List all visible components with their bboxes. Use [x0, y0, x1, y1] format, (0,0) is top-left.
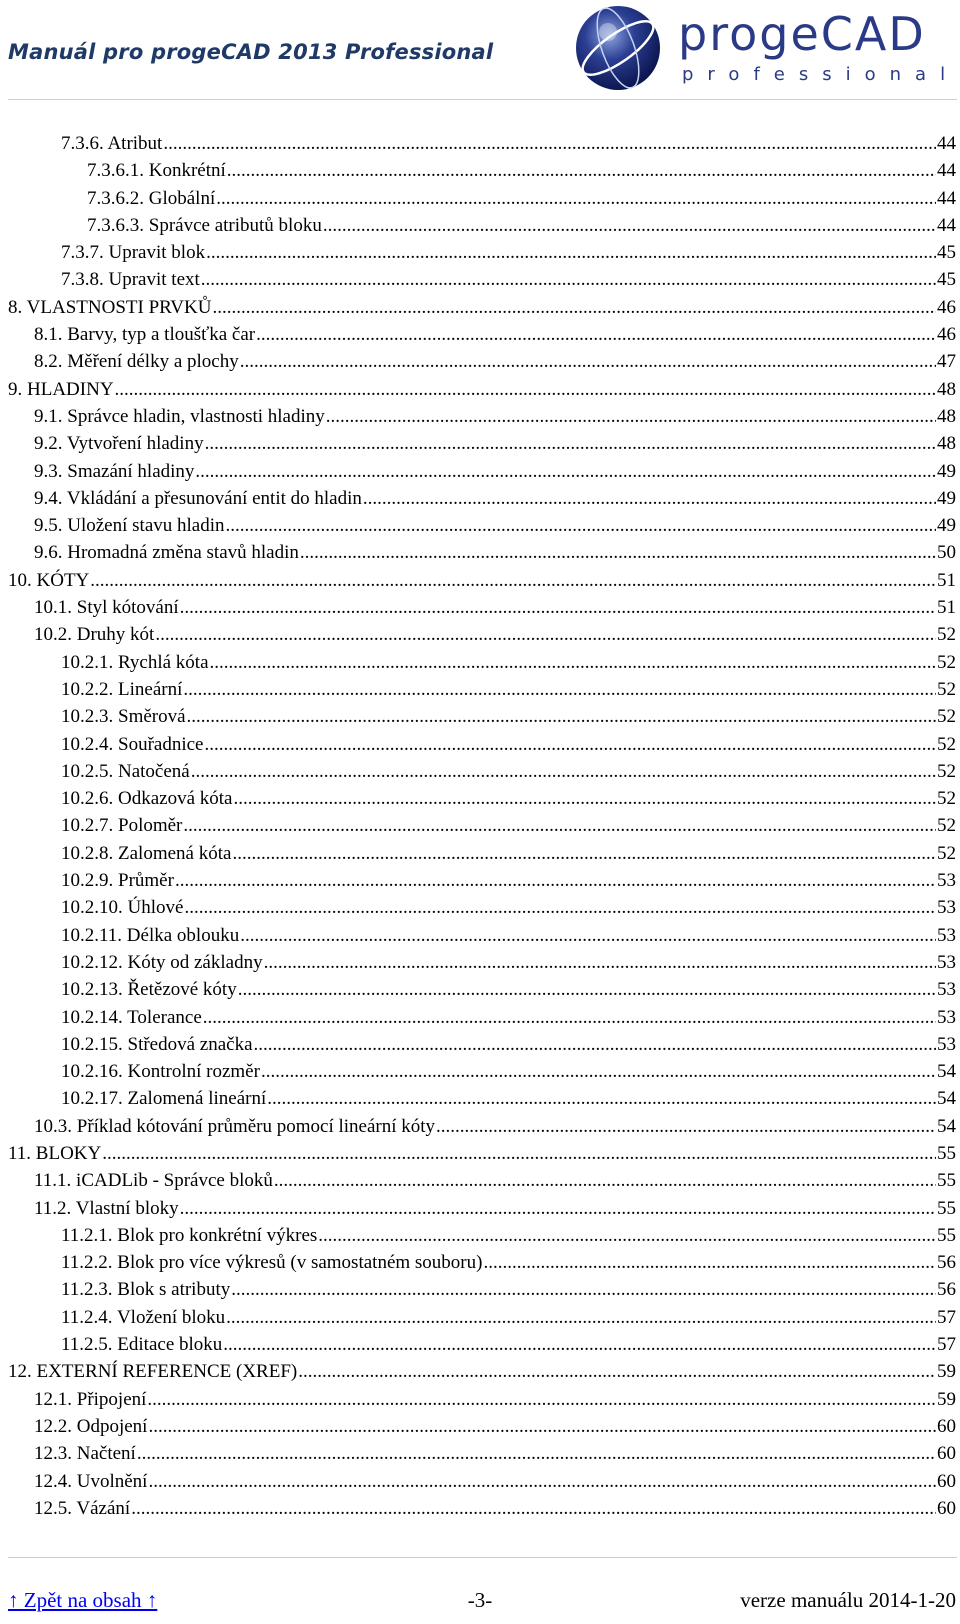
toc-entry[interactable]: [0, 1495, 960, 1522]
toc-entry[interactable]: [0, 1276, 960, 1303]
toc-entry-page: 57: [937, 1334, 956, 1356]
toc-dot-leader: [195, 458, 936, 485]
back-to-contents-link[interactable]: ↑ Zpět na obsah ↑: [8, 1588, 158, 1612]
toc-dot-leader: [180, 1195, 936, 1222]
toc-dot-leader: [175, 867, 936, 894]
toc-dot-leader: [261, 1058, 936, 1085]
toc-entry-label: 11.2.1. Blok pro konkrétní výkres: [61, 1224, 318, 1246]
globe-icon: [570, 2, 666, 94]
toc-entry-label: 10.2.9. Průměr: [61, 870, 174, 892]
toc-entry-page: 53: [937, 1006, 956, 1028]
toc-entry-label: 9. HLADINY: [8, 378, 114, 400]
toc-dot-leader: [205, 430, 936, 457]
toc-entry-label: 9.6. Hromadná změna stavů hladin: [34, 542, 299, 564]
toc-entry-page: 53: [937, 1033, 956, 1055]
toc-entry-page: 54: [937, 1061, 956, 1083]
toc-entry[interactable]: [0, 430, 960, 457]
toc-entry[interactable]: [0, 949, 960, 976]
toc-entry-label: 10.2.1. Rychlá kóta: [61, 651, 209, 673]
toc-dot-leader: [256, 321, 936, 348]
toc-dot-leader: [363, 485, 936, 512]
toc-entry[interactable]: [0, 157, 960, 184]
toc-entry[interactable]: [0, 1140, 960, 1167]
toc-entry-page: 55: [937, 1142, 956, 1164]
toc-entry-label: 8.2. Měření délky a plochy: [34, 351, 239, 373]
toc-entry[interactable]: [0, 1113, 960, 1140]
toc-entry-page: 54: [937, 1115, 956, 1137]
toc-dot-leader: [318, 1222, 936, 1249]
toc-entry-label: 8.1. Barvy, typ a tloušťka čar: [34, 324, 256, 346]
toc-entry[interactable]: [0, 485, 960, 512]
toc-dot-leader: [203, 1004, 936, 1031]
toc-dot-leader: [238, 976, 936, 1003]
toc-entry[interactable]: [0, 731, 960, 758]
toc-entry-page: 48: [937, 433, 956, 455]
toc-entry-page: 59: [937, 1361, 956, 1383]
toc-dot-leader: [233, 785, 936, 812]
toc-entry-page: 52: [937, 788, 956, 810]
toc-entry[interactable]: [0, 294, 960, 321]
toc-entry-label: 9.3. Smazání hladiny: [34, 460, 195, 482]
toc-dot-leader: [148, 1468, 936, 1495]
toc-entry-label: 10. KÓTY: [8, 569, 90, 591]
toc-entry-page: 53: [937, 951, 956, 973]
toc-dot-leader: [201, 266, 936, 293]
toc-entry-label: 10.3. Příklad kótování průměru pomocí lineární kóty: [34, 1115, 436, 1137]
toc-entry-page: 44: [937, 160, 956, 182]
toc-entry-page: 46: [937, 324, 956, 346]
toc-entry-label: 10.2.8. Zalomená kóta: [61, 842, 232, 864]
toc-entry-label: 10.2.10. Úhlové: [61, 897, 184, 919]
toc-dot-leader: [180, 594, 936, 621]
toc-dot-leader: [232, 840, 936, 867]
toc-entry[interactable]: [0, 922, 960, 949]
toc-dot-leader: [254, 1031, 936, 1058]
toc-entry-page: 52: [937, 651, 956, 673]
toc-dot-leader: [187, 703, 936, 730]
toc-dot-leader: [436, 1113, 936, 1140]
page-header: [0, 0, 960, 100]
toc-entry-label: 10.2.12. Kóty od základny: [61, 951, 263, 973]
toc-entry[interactable]: [0, 1440, 960, 1467]
toc-entry-label: 7.3.7. Upravit blok: [61, 242, 206, 264]
toc-entry[interactable]: [0, 621, 960, 648]
toc-entry-label: 7.3.6.3. Správce atributů bloku: [87, 214, 322, 236]
toc-entry-page: 45: [937, 269, 956, 291]
toc-entry[interactable]: [0, 1468, 960, 1495]
toc-entry-label: 12.3. Načtení: [34, 1443, 136, 1465]
toc-entry[interactable]: [0, 539, 960, 566]
toc-entry-label: 7.3.6.1. Konkrétní: [87, 160, 226, 182]
toc-entry[interactable]: [0, 185, 960, 212]
toc-entry[interactable]: [0, 1249, 960, 1276]
table-of-contents: [0, 130, 960, 1522]
toc-entry-label: 10.2.7. Poloměr: [61, 815, 183, 837]
toc-entry-label: 11. BLOKY: [8, 1142, 102, 1164]
toc-entry-label: 11.2.5. Editace bloku: [61, 1334, 223, 1356]
toc-entry[interactable]: [0, 894, 960, 921]
toc-entry[interactable]: [0, 376, 960, 403]
toc-dot-leader: [184, 894, 936, 921]
toc-dot-leader: [226, 1304, 936, 1331]
toc-entry-label: 8. VLASTNOSTI PRVKŮ: [8, 296, 212, 318]
toc-entry-page: 51: [937, 569, 956, 591]
toc-entry-page: 52: [937, 678, 956, 700]
toc-entry-label: 10.2.15. Středová značka: [61, 1033, 253, 1055]
toc-entry[interactable]: [0, 676, 960, 703]
toc-entry-label: 11.2.2. Blok pro více výkresů (v samostatném souboru): [61, 1252, 483, 1274]
document-title: Manuál pro progeCAD 2013 Professional: [8, 40, 494, 64]
toc-entry-page: 46: [937, 296, 956, 318]
toc-dot-leader: [298, 1358, 936, 1385]
toc-entry[interactable]: [0, 512, 960, 539]
toc-entry[interactable]: [0, 1085, 960, 1112]
page-footer: [0, 1588, 960, 1618]
footer-divider: [8, 1557, 957, 1558]
toc-entry-page: 53: [937, 979, 956, 1001]
toc-entry[interactable]: [0, 1058, 960, 1085]
toc-dot-leader: [212, 294, 936, 321]
toc-dot-leader: [264, 949, 936, 976]
toc-entry[interactable]: [0, 403, 960, 430]
toc-entry-label: 7.3.6.2. Globální: [87, 187, 216, 209]
toc-entry[interactable]: [0, 812, 960, 839]
toc-entry-page: 53: [937, 870, 956, 892]
logo-subtitle: professional: [682, 64, 960, 85]
toc-dot-leader: [240, 922, 936, 949]
toc-entry-label: 9.1. Správce hladin, vlastnosti hladiny: [34, 405, 325, 427]
toc-entry[interactable]: [0, 239, 960, 266]
toc-entry-page: 49: [937, 460, 956, 482]
toc-entry-page: 52: [937, 733, 956, 755]
toc-entry[interactable]: [0, 1358, 960, 1385]
toc-entry-label: 11.2.4. Vložení bloku: [61, 1306, 226, 1328]
toc-entry[interactable]: [0, 348, 960, 375]
toc-dot-leader: [231, 1276, 936, 1303]
toc-entry-label: 10.2.4. Souřadnice: [61, 733, 204, 755]
toc-entry-label: 12. EXTERNÍ REFERENCE (XREF): [8, 1361, 298, 1383]
toc-entry-label: 12.4. Uvolnění: [34, 1470, 148, 1492]
toc-entry-label: 12.5. Vázání: [34, 1497, 131, 1519]
toc-entry-page: 47: [937, 351, 956, 373]
toc-entry[interactable]: [0, 1331, 960, 1358]
toc-entry[interactable]: [0, 1222, 960, 1249]
toc-entry-label: 11.2.3. Blok s atributy: [61, 1279, 231, 1301]
toc-entry-page: 52: [937, 706, 956, 728]
toc-entry-label: 9.2. Vytvoření hladiny: [34, 433, 204, 455]
toc-entry-label: 10.1. Styl kótování: [34, 597, 179, 619]
toc-entry[interactable]: [0, 758, 960, 785]
toc-entry[interactable]: [0, 649, 960, 676]
toc-dot-leader: [183, 676, 936, 703]
toc-entry[interactable]: [0, 594, 960, 621]
toc-dot-leader: [300, 539, 936, 566]
toc-dot-leader: [147, 1386, 936, 1413]
toc-dot-leader: [191, 758, 936, 785]
toc-entry-label: 7.3.8. Upravit text: [61, 269, 200, 291]
toc-dot-leader: [148, 1413, 936, 1440]
toc-dot-leader: [102, 1140, 936, 1167]
toc-entry-page: 55: [937, 1197, 956, 1219]
header-divider: [8, 99, 957, 100]
toc-entry[interactable]: [0, 1413, 960, 1440]
toc-entry-page: 50: [937, 542, 956, 564]
toc-entry[interactable]: [0, 1195, 960, 1222]
toc-entry-label: 10.2.16. Kontrolní rozměr: [61, 1061, 260, 1083]
toc-entry[interactable]: [0, 130, 960, 157]
toc-entry-page: 55: [937, 1224, 956, 1246]
toc-dot-leader: [206, 239, 936, 266]
toc-entry-page: 45: [937, 242, 956, 264]
toc-entry-page: 55: [937, 1170, 956, 1192]
progecad-logo: [570, 2, 960, 94]
toc-entry[interactable]: [0, 1031, 960, 1058]
toc-entry-label: 7.3.6. Atribut: [61, 133, 163, 154]
toc-entry-page: 52: [937, 760, 956, 782]
toc-entry[interactable]: [0, 785, 960, 812]
toc-entry[interactable]: [0, 1167, 960, 1194]
toc-entry[interactable]: [0, 976, 960, 1003]
toc-entry[interactable]: [0, 567, 960, 594]
toc-entry-page: 54: [937, 1088, 956, 1110]
toc-entry-page: 49: [937, 515, 956, 537]
toc-entry-page: 48: [937, 378, 956, 400]
toc-entry-label: 12.2. Odpojení: [34, 1415, 148, 1437]
toc-entry-label: 9.4. Vkládání a přesunování entit do hladin: [34, 487, 362, 509]
toc-dot-leader: [274, 1167, 936, 1194]
toc-entry[interactable]: [0, 840, 960, 867]
toc-entry-label: 10.2.17. Zalomená lineární: [61, 1088, 267, 1110]
toc-dot-leader: [240, 348, 936, 375]
toc-entry-page: 44: [937, 187, 956, 209]
toc-dot-leader: [227, 157, 936, 184]
page-number: -3-: [467, 1588, 493, 1612]
toc-entry[interactable]: [0, 321, 960, 348]
toc-entry[interactable]: [0, 1386, 960, 1413]
toc-entry-label: 10.2.5. Natočená: [61, 760, 190, 782]
toc-entry-page: 52: [937, 842, 956, 864]
toc-entry-page: 53: [937, 897, 956, 919]
toc-dot-leader: [131, 1495, 936, 1522]
toc-entry-label: 10.2.14. Tolerance: [61, 1006, 202, 1028]
manual-version: verze manuálu 2014-1-20: [740, 1588, 956, 1612]
toc-dot-leader: [210, 649, 936, 676]
toc-dot-leader: [155, 621, 936, 648]
toc-entry-label: 11.2. Vlastní bloky: [34, 1197, 179, 1219]
logo-wordmark: progeCAD: [678, 7, 926, 61]
toc-entry-label: 10.2.11. Délka oblouku: [61, 924, 240, 946]
toc-entry[interactable]: [0, 212, 960, 239]
toc-entry-page: 44: [937, 214, 956, 236]
toc-entry-page: 52: [937, 815, 956, 837]
toc-entry-label: 9.5. Uložení stavu hladin: [34, 515, 225, 537]
toc-entry[interactable]: [0, 867, 960, 894]
toc-entry[interactable]: [0, 703, 960, 730]
toc-entry-page: 49: [937, 487, 956, 509]
toc-entry-page: 59: [937, 1388, 956, 1410]
toc-entry-page: 60: [937, 1470, 956, 1492]
toc-entry-label: 10.2.6. Odkazová kóta: [61, 788, 233, 810]
toc-entry-page: 56: [937, 1279, 956, 1301]
toc-dot-leader: [183, 812, 936, 839]
toc-entry-page: 56: [937, 1252, 956, 1274]
toc-entry-label: 11.1. iCADLib - Správce bloků: [34, 1170, 273, 1192]
toc-dot-leader: [267, 1085, 936, 1112]
toc-dot-leader: [216, 185, 936, 212]
toc-entry-page: 60: [937, 1497, 956, 1519]
toc-entry-page: 57: [937, 1306, 956, 1328]
toc-entry-label: 10.2.2. Lineární: [61, 678, 183, 700]
toc-entry-label: 10.2.3. Směrová: [61, 706, 186, 728]
toc-entry-label: 12.1. Připojení: [34, 1388, 147, 1410]
toc-entry-page: 51: [937, 597, 956, 619]
toc-entry[interactable]: [0, 1304, 960, 1331]
toc-dot-leader: [115, 376, 936, 403]
toc-entry-page: 52: [937, 624, 956, 646]
toc-dot-leader: [137, 1440, 936, 1467]
toc-dot-leader: [223, 1331, 936, 1358]
toc-entry-page: 60: [937, 1415, 956, 1437]
toc-entry-label: 10.2.13. Řetězové kóty: [61, 979, 237, 1001]
toc-dot-leader: [483, 1249, 936, 1276]
toc-entry[interactable]: [0, 266, 960, 293]
toc-dot-leader: [204, 731, 936, 758]
toc-dot-leader: [326, 403, 936, 430]
toc-entry[interactable]: [0, 1004, 960, 1031]
toc-entry-page: 44: [937, 133, 956, 154]
toc-entry-page: 53: [937, 924, 956, 946]
toc-entry[interactable]: [0, 458, 960, 485]
toc-dot-leader: [226, 512, 937, 539]
toc-entry-page: 60: [937, 1443, 956, 1465]
toc-dot-leader: [163, 130, 936, 157]
toc-entry-page: 48: [937, 405, 956, 427]
toc-dot-leader: [90, 567, 936, 594]
toc-entry-label: 10.2. Druhy kót: [34, 624, 155, 646]
toc-dot-leader: [323, 212, 936, 239]
